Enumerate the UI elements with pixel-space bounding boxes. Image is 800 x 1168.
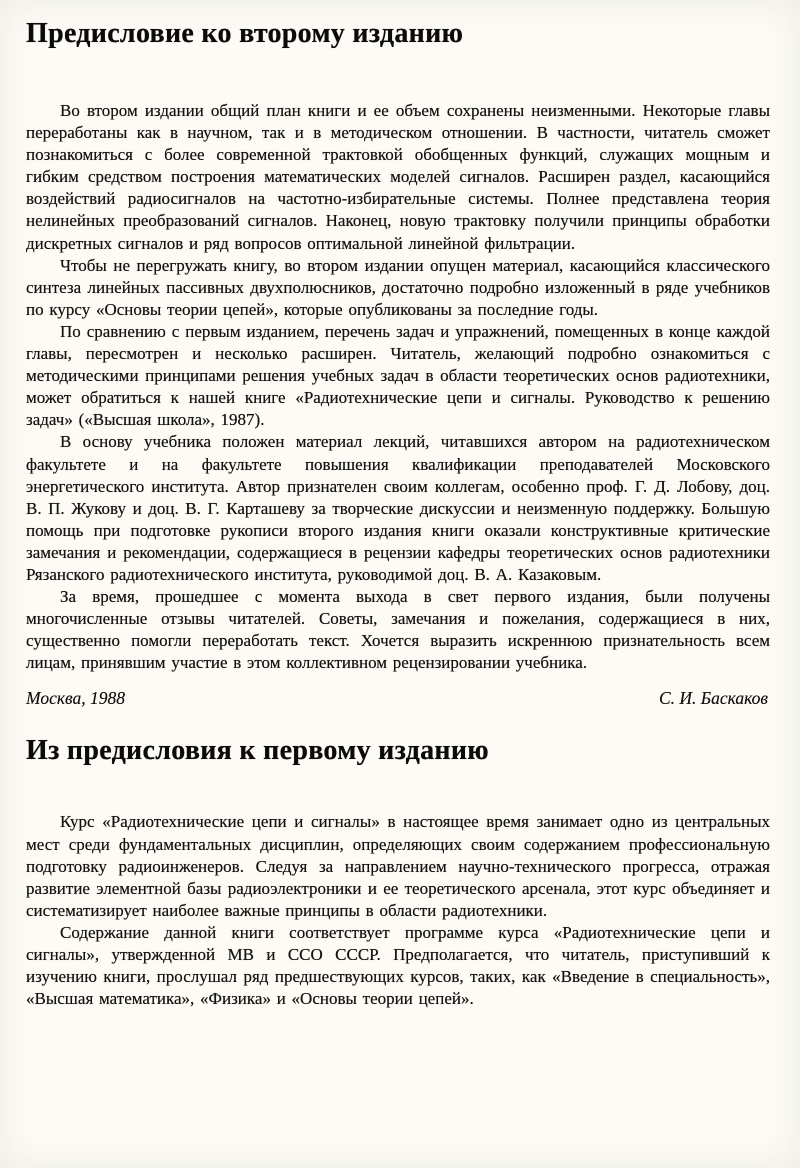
paragraph: Чтобы не перегружать книгу, во втором издании опущен материал, касающийся классического синтеза линейных пассивных двухполюсников, достаточно подробно изложенный в ряде учебников по курсу «Основы теории цепей», которые опубликованы за последние годы. — [26, 255, 770, 319]
paragraph: Курс «Радиотехнические цепи и сигналы» в настоящее время занимает одно из центральных мест среди фундаментальных дисциплин, определяющих своим содержанием профессиональную подготовку радиоинженеров. Следуя за направлением научно-технического прогресса, отражая развитие элементной базы радиоэлектроники и ее теоретического арсенала, этот курс объединяет и систематизирует наиболее важные принципы в области радиотехники. — [26, 812, 770, 920]
signature-author: С. И. Баскаков — [658, 688, 768, 709]
signature-place-date: Москва, 1988 — [26, 688, 126, 709]
paragraph: По сравнению с первым изданием, перечень задач и упражнений, помещенных в конце каждой главы, пересмотрен и несколько расширен. Читатель, желающий подробно ознакомиться с методическими принципами решения учебных задач в области теоретических основ радиотехники, может обратиться к нашей книге «Радиотехнические цепи и сигналы. Руководство к решению задач» («Высшая школа», 1987). — [26, 321, 770, 430]
section-title-preface-second-edition: Предисловие ко второму изданию — [26, 18, 464, 49]
paragraph: Содержание данной книги соответствует программе курса «Радиотехнические цепи и сигналы», утвержденной МВ и ССО СССР. Предполагается, что читатель, приступивший к изучению книги, прослушал ряд предшествующих курсов, таких, как «Введение в специальность», «Высшая математика», «Физика» и «Основы теории цепей». — [26, 922, 770, 1009]
section-title-preface-first-edition: Из предисловия к первому изданию — [26, 735, 489, 767]
paragraph: Во втором издании общий план книги и ее объем сохранены неизменными. Некоторые главы переработаны как в научном, так и в методическом отношении. В частности, читатель сможет познакомиться с более современной трактовкой обобщенных функций, служащих мощным и гибким средством построения математических моделей сигналов. Расширен раздел, касающийся воздействий радиосигналов на частотно-избирательные системы. Полнее представлена теория нелинейных преобразований сигналов. Наконец, новую трактовку получили принципы обработки дискретных сигналов и ряд вопросов оптимальной линейной фильтрации. — [26, 101, 770, 253]
paragraph: За время, прошедшее с момента выхода в свет первого издания, были получены многочисленные отзывы читателей. Советы, замечания и пожелания, содержащиеся в них, существенно помогли переработать текст. Хочется выразить искреннюю признательность всем лицам, принявшим участие в этом коллективном рецензировании учебника. — [26, 587, 770, 673]
signature-line — [26, 688, 770, 709]
paragraph: В основу учебника положен материал лекций, читавшихся автором на радиотехническом факультете и на факультете повышения квалификации преподавателей Московского энергетического института. Автор признателен своим коллегам, особенно проф. Г. Д. Лобову, доц. В. П. Жукову и доц. В. Г. Карташеву за творческие дискуссии и неизменную поддержку. Большую помощь при подготовке рукописи второго издания книги оказали конструктивные критические замечания и рекомендации, содержащиеся в рецензии кафедры теоретических основ радиотехники Рязанского радиотехнического института, руководимой доц. В. А. Казаковым. — [26, 432, 770, 584]
